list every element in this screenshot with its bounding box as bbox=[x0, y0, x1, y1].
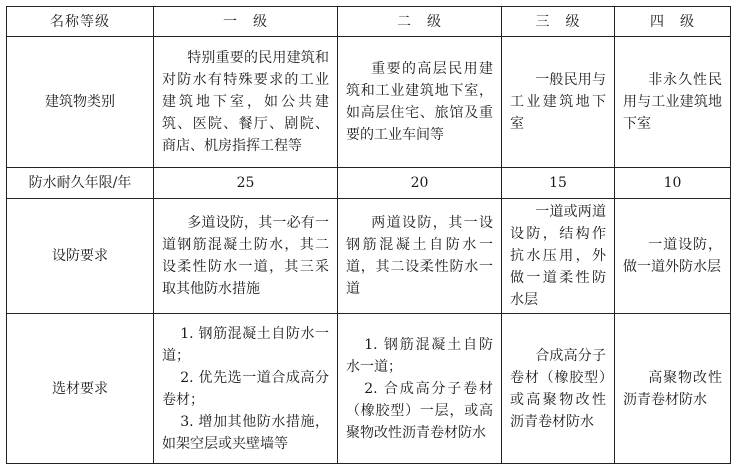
table-row bbox=[7, 168, 731, 199]
cell-years-grade-1: 25 bbox=[154, 168, 338, 199]
cell-fortification-grade-1: 多道设防，其一必有一道钢筋混凝土防水，其二设柔性防水一道，其三采取其他防水措施 bbox=[154, 199, 338, 314]
cell-building-grade-2: 重要的高层民用建筑和工业建筑地下室，如高层住宅、旅馆及重要的工业车间等 bbox=[338, 37, 502, 168]
header-grade-2: 二 级 bbox=[338, 7, 502, 37]
cell-material-grade-4: 高聚物改性沥青卷材防水 bbox=[615, 314, 731, 464]
waterproof-grade-table bbox=[6, 6, 731, 464]
document-page bbox=[6, 6, 731, 464]
cell-material-grade-2 bbox=[338, 314, 502, 464]
cell-years-grade-4: 10 bbox=[615, 168, 731, 199]
table-row bbox=[7, 199, 731, 314]
list-item: 1. 钢筋混凝土自防水一道； bbox=[162, 325, 329, 364]
cell-material-grade-1 bbox=[154, 314, 338, 464]
row-label-building-category: 建筑物类别 bbox=[7, 37, 154, 168]
cell-fortification-grade-3: 一道或两道设防，结构作抗水压用，外做一道柔性防水层 bbox=[502, 199, 615, 314]
list-item: 2. 合成高分子卷材（橡胶型）一层，或高聚物改性沥青卷材防水 bbox=[346, 380, 493, 441]
cell-years-grade-3: 15 bbox=[502, 168, 615, 199]
cell-fortification-grade-4: 一道设防，做一道外防水层 bbox=[615, 199, 731, 314]
header-grade-1: 一 级 bbox=[154, 7, 338, 37]
list-item: 1. 钢筋混凝土自防水一道； bbox=[346, 336, 493, 375]
cell-material-grade-3: 合成高分子卷材（橡胶型）或高聚物改性沥青卷材防水 bbox=[502, 314, 615, 464]
table-header-row bbox=[7, 7, 731, 37]
cell-building-grade-4: 非永久性民用与工业建筑地下室 bbox=[615, 37, 731, 168]
cell-years-grade-2: 20 bbox=[338, 168, 502, 199]
list-item: 2. 优先选一道合成高分卷材； bbox=[162, 369, 329, 408]
cell-fortification-grade-2: 两道设防，其一设钢筋混凝土自防水一道，其二设柔性防水一道 bbox=[338, 199, 502, 314]
row-label-durability-years: 防水耐久年限/年 bbox=[7, 168, 154, 199]
row-label-fortification: 设防要求 bbox=[7, 199, 154, 314]
table-row bbox=[7, 37, 731, 168]
header-grade-4: 四 级 bbox=[615, 7, 731, 37]
cell-building-grade-1: 特别重要的民用建筑和对防水有特殊要求的工业建筑地下室，如公共建筑、医院、餐厅、剧院、商店、机房指挥工程等 bbox=[154, 37, 338, 168]
row-label-material: 选材要求 bbox=[7, 314, 154, 464]
cell-building-grade-3: 一般民用与工业建筑地下室 bbox=[502, 37, 615, 168]
list-item: 3. 增加其他防水措施，如架空层或夹壁墙等 bbox=[162, 413, 329, 452]
header-name-grade: 名称等级 bbox=[7, 7, 154, 37]
table-row bbox=[7, 314, 731, 464]
header-grade-3: 三 级 bbox=[502, 7, 615, 37]
